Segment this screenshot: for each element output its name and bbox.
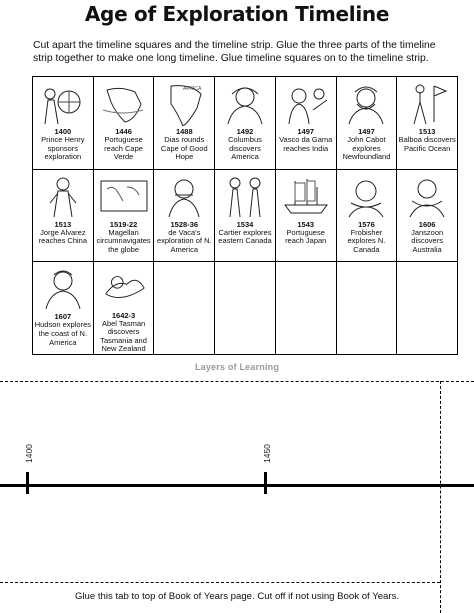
- cut-line-top: [0, 381, 474, 382]
- card-caption: Cartier explores eastern Canada: [218, 227, 272, 246]
- da-gama-icon: [279, 80, 333, 126]
- timeline-card: [154, 170, 215, 263]
- cabot-portrait-icon: [339, 80, 393, 126]
- empty-card-slot: [215, 262, 276, 355]
- tick-label-1450: 1450: [262, 444, 272, 463]
- timeline-card: [94, 262, 155, 355]
- timeline-card: [33, 170, 94, 263]
- timeline-card: [276, 77, 337, 170]
- card-year: 1543: [297, 219, 315, 229]
- timeline-card: [337, 77, 398, 170]
- card-year: 1497: [297, 127, 315, 136]
- tick-label-1400: 1400: [24, 444, 34, 463]
- cartier-figures-icon: [218, 173, 272, 219]
- card-year: 1642-3: [111, 310, 136, 320]
- empty-card-slot: [154, 262, 215, 355]
- janszoon-portrait-icon: [400, 173, 454, 219]
- card-caption: Jorge Alvarez reaches China: [38, 227, 88, 246]
- card-caption: Portuguese reach Cape Verde: [104, 135, 143, 162]
- card-year: 1446: [115, 127, 132, 136]
- cut-line-right: [440, 381, 441, 613]
- card-caption: de Vaca's exploration of N. America: [156, 227, 212, 254]
- card-caption: Magellan circumnavigates the globe: [96, 227, 151, 254]
- card-year: 1528-36: [170, 219, 199, 229]
- timeline-tick-1400: [26, 472, 29, 494]
- card-caption: Abel Tasman discovers Tasmania and New Zealand: [100, 318, 147, 354]
- card-caption: Balboa discovers Pacific Ocean: [398, 135, 456, 153]
- timeline-card: [397, 170, 458, 263]
- empty-card-slot: [276, 262, 337, 355]
- footer-note: Glue this tab to top of Book of Years page. Cut off if not using Book of Years.: [74, 591, 400, 602]
- timeline-card: [397, 77, 458, 170]
- card-year: 1513: [54, 219, 72, 229]
- timeline-card: [33, 262, 94, 355]
- card-caption: John Cabot explores Newfoundland: [342, 135, 391, 162]
- timeline-card-grid: [32, 76, 458, 355]
- card-year: 1534: [236, 219, 254, 229]
- hudson-portrait-icon: [36, 265, 90, 311]
- card-year: 1519-22: [109, 219, 138, 229]
- brand-label: Layers of Learning: [194, 362, 280, 372]
- balboa-flag-icon: [400, 80, 454, 126]
- timeline-card: [337, 170, 398, 263]
- cape-map-icon: [157, 80, 211, 126]
- timeline-tick-1450: [264, 472, 267, 494]
- tasman-map-icon: [97, 265, 151, 309]
- card-year: 1576: [358, 219, 375, 229]
- card-caption: Frobisher explores N. Canada: [347, 227, 386, 254]
- columbus-portrait-icon: [218, 80, 272, 126]
- timeline-card: [33, 77, 94, 170]
- prince-henry-globe-icon: [36, 80, 90, 126]
- empty-card-slot: [337, 262, 398, 355]
- card-year: 1492: [236, 127, 254, 136]
- timeline-strip-line: [0, 484, 474, 487]
- card-caption: Vasco da Gama reaches India: [279, 135, 333, 153]
- africa-map-icon: [97, 80, 151, 126]
- card-year: 1497: [358, 127, 375, 136]
- card-year: 1400: [54, 127, 72, 136]
- timeline-card: [94, 170, 155, 263]
- timeline-card: [215, 77, 276, 170]
- card-caption: Prince Henry sponsors exploration: [41, 135, 85, 162]
- alvarez-figure-icon: [36, 173, 90, 219]
- card-caption: Dias rounds Cape of Good Hope: [160, 135, 208, 162]
- card-year: 1513: [418, 127, 436, 136]
- card-caption: Columbus discovers America: [228, 135, 262, 162]
- page-title: Age of Exploration Timeline: [84, 2, 390, 26]
- timeline-card: [215, 170, 276, 263]
- world-map-icon: [97, 173, 151, 219]
- timeline-card: [94, 77, 155, 170]
- card-year: 1606: [418, 219, 436, 229]
- card-caption: Portuguese reach Japan: [285, 227, 327, 246]
- frobisher-portrait-icon: [339, 173, 393, 219]
- card-year: 1488: [175, 127, 193, 136]
- de-vaca-icon: [157, 173, 211, 219]
- empty-card-slot: [397, 262, 458, 355]
- card-year: 1607: [54, 312, 72, 322]
- svg-text:AFRICA: AFRICA: [183, 86, 202, 92]
- ship-icon: [279, 173, 333, 219]
- card-caption: Hudson explores the coast of N. America: [34, 320, 91, 347]
- instructions: Cut apart the timeline squares and the timeline strip. Glue the three parts of the timeline strip together to make one long timeline. Glue timeline squares on to the timeline strip.: [33, 40, 436, 64]
- card-caption: Janszoon discovers Australia: [411, 227, 444, 254]
- timeline-card: [276, 170, 337, 263]
- cut-line-bottom: [0, 582, 440, 583]
- timeline-card: [154, 77, 215, 170]
